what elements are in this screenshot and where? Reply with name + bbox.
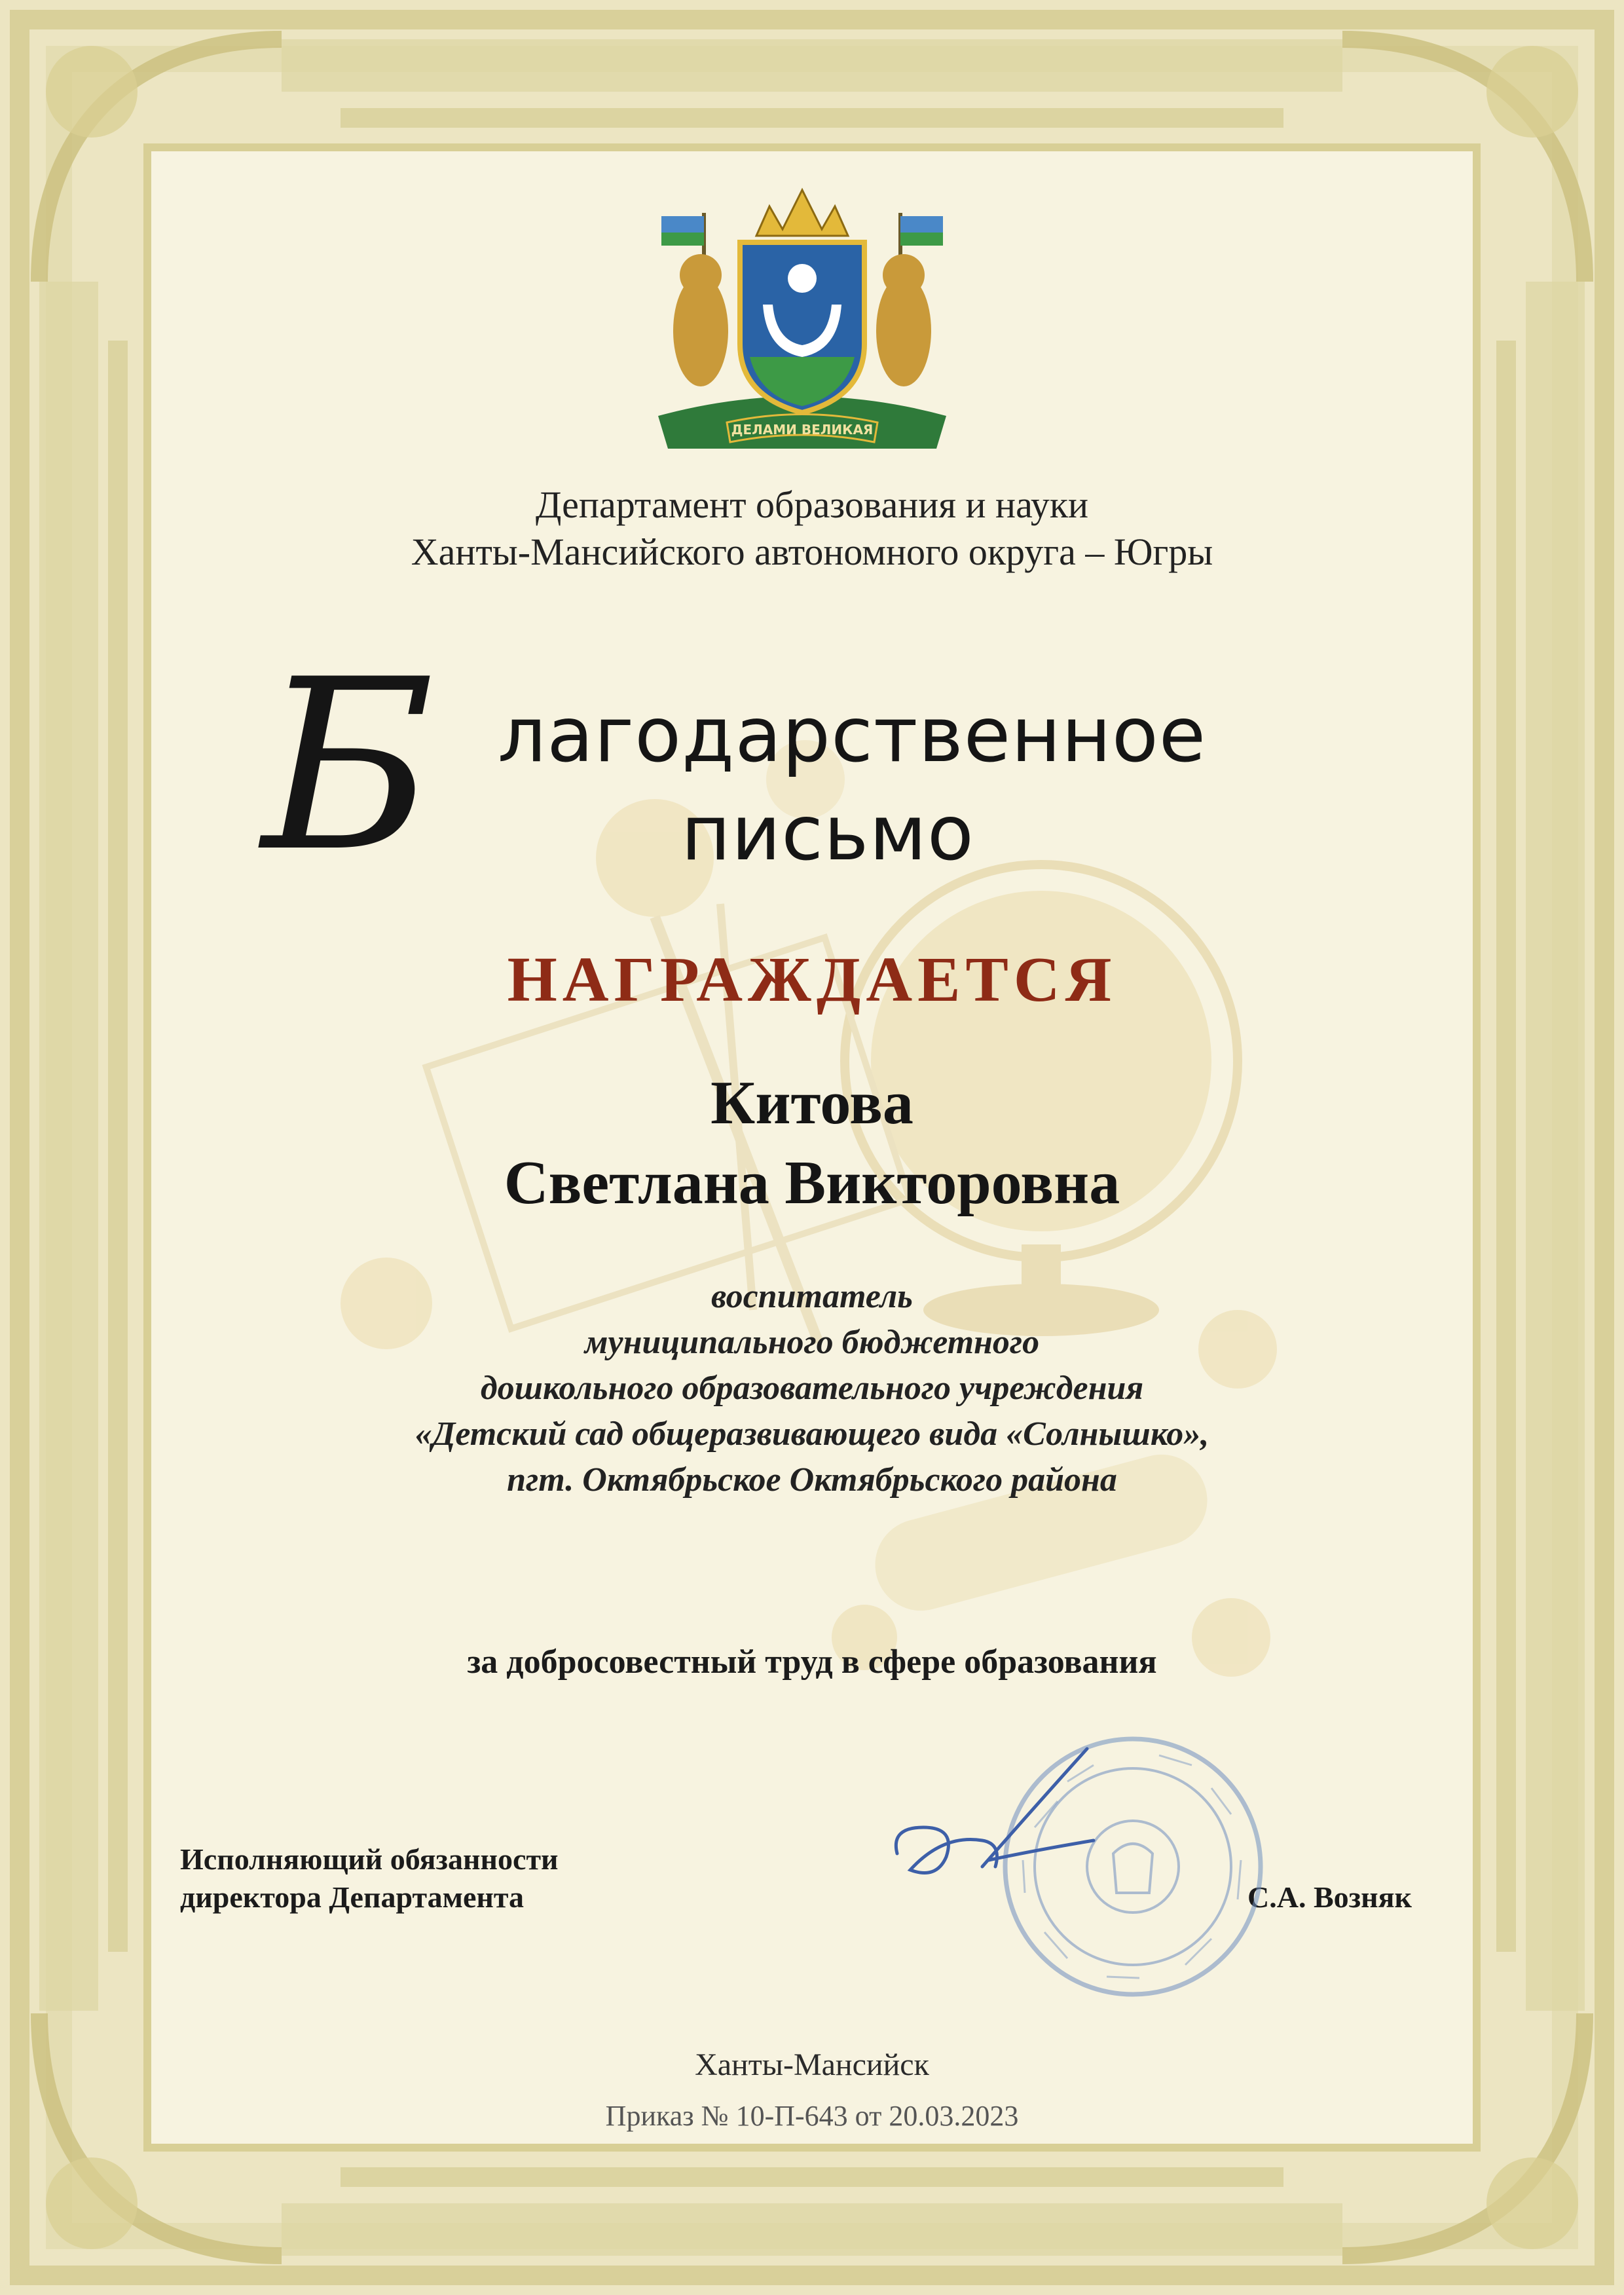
department-name-line2: Ханты-Мансийского автономного округа – Югры — [411, 531, 1213, 573]
signatory-name: С.А. Возняк — [1247, 1880, 1412, 1914]
title-initial: Б — [262, 629, 435, 903]
title-word-1: лагодарственное — [498, 691, 1207, 779]
city: Ханты-Мансийск — [695, 2047, 929, 2082]
department-name-line1: Департамент образования и науки — [535, 483, 1089, 526]
position-line-3: дошкольного образовательного учреждения — [480, 1370, 1144, 1407]
signatory-title-line1: Исполняющий обязанности — [180, 1842, 559, 1876]
position-line-1: воспитатель — [711, 1278, 913, 1315]
order-reference: Приказ № 10-П-643 от 20.03.2023 — [605, 2100, 1019, 2132]
position-line-5: пгт. Октябрьское Октябрьского района — [507, 1461, 1117, 1499]
position-line-2: муниципального бюджетного — [584, 1324, 1040, 1361]
title-word-2: письмо — [681, 789, 974, 878]
award-reason: за добросовестный труд в сфере образования — [467, 1643, 1157, 1681]
document-title — [0, 0, 1624, 917]
recipient-given-names: Светлана Викторовна — [504, 1149, 1120, 1217]
position-line-4: «Детский сад общеразвивающего вида «Солнышко», — [415, 1415, 1209, 1453]
recipient-surname: Китова — [710, 1069, 913, 1137]
coat-of-arms-motto: ДЕЛАМИ ВЕЛИКАЯ — [731, 422, 874, 438]
signatory-title-line2: директора Департамента — [180, 1880, 525, 1914]
handwritten-signature — [884, 1736, 1120, 1906]
awarded-label: НАГРАЖДАЕТСЯ — [507, 944, 1117, 1015]
